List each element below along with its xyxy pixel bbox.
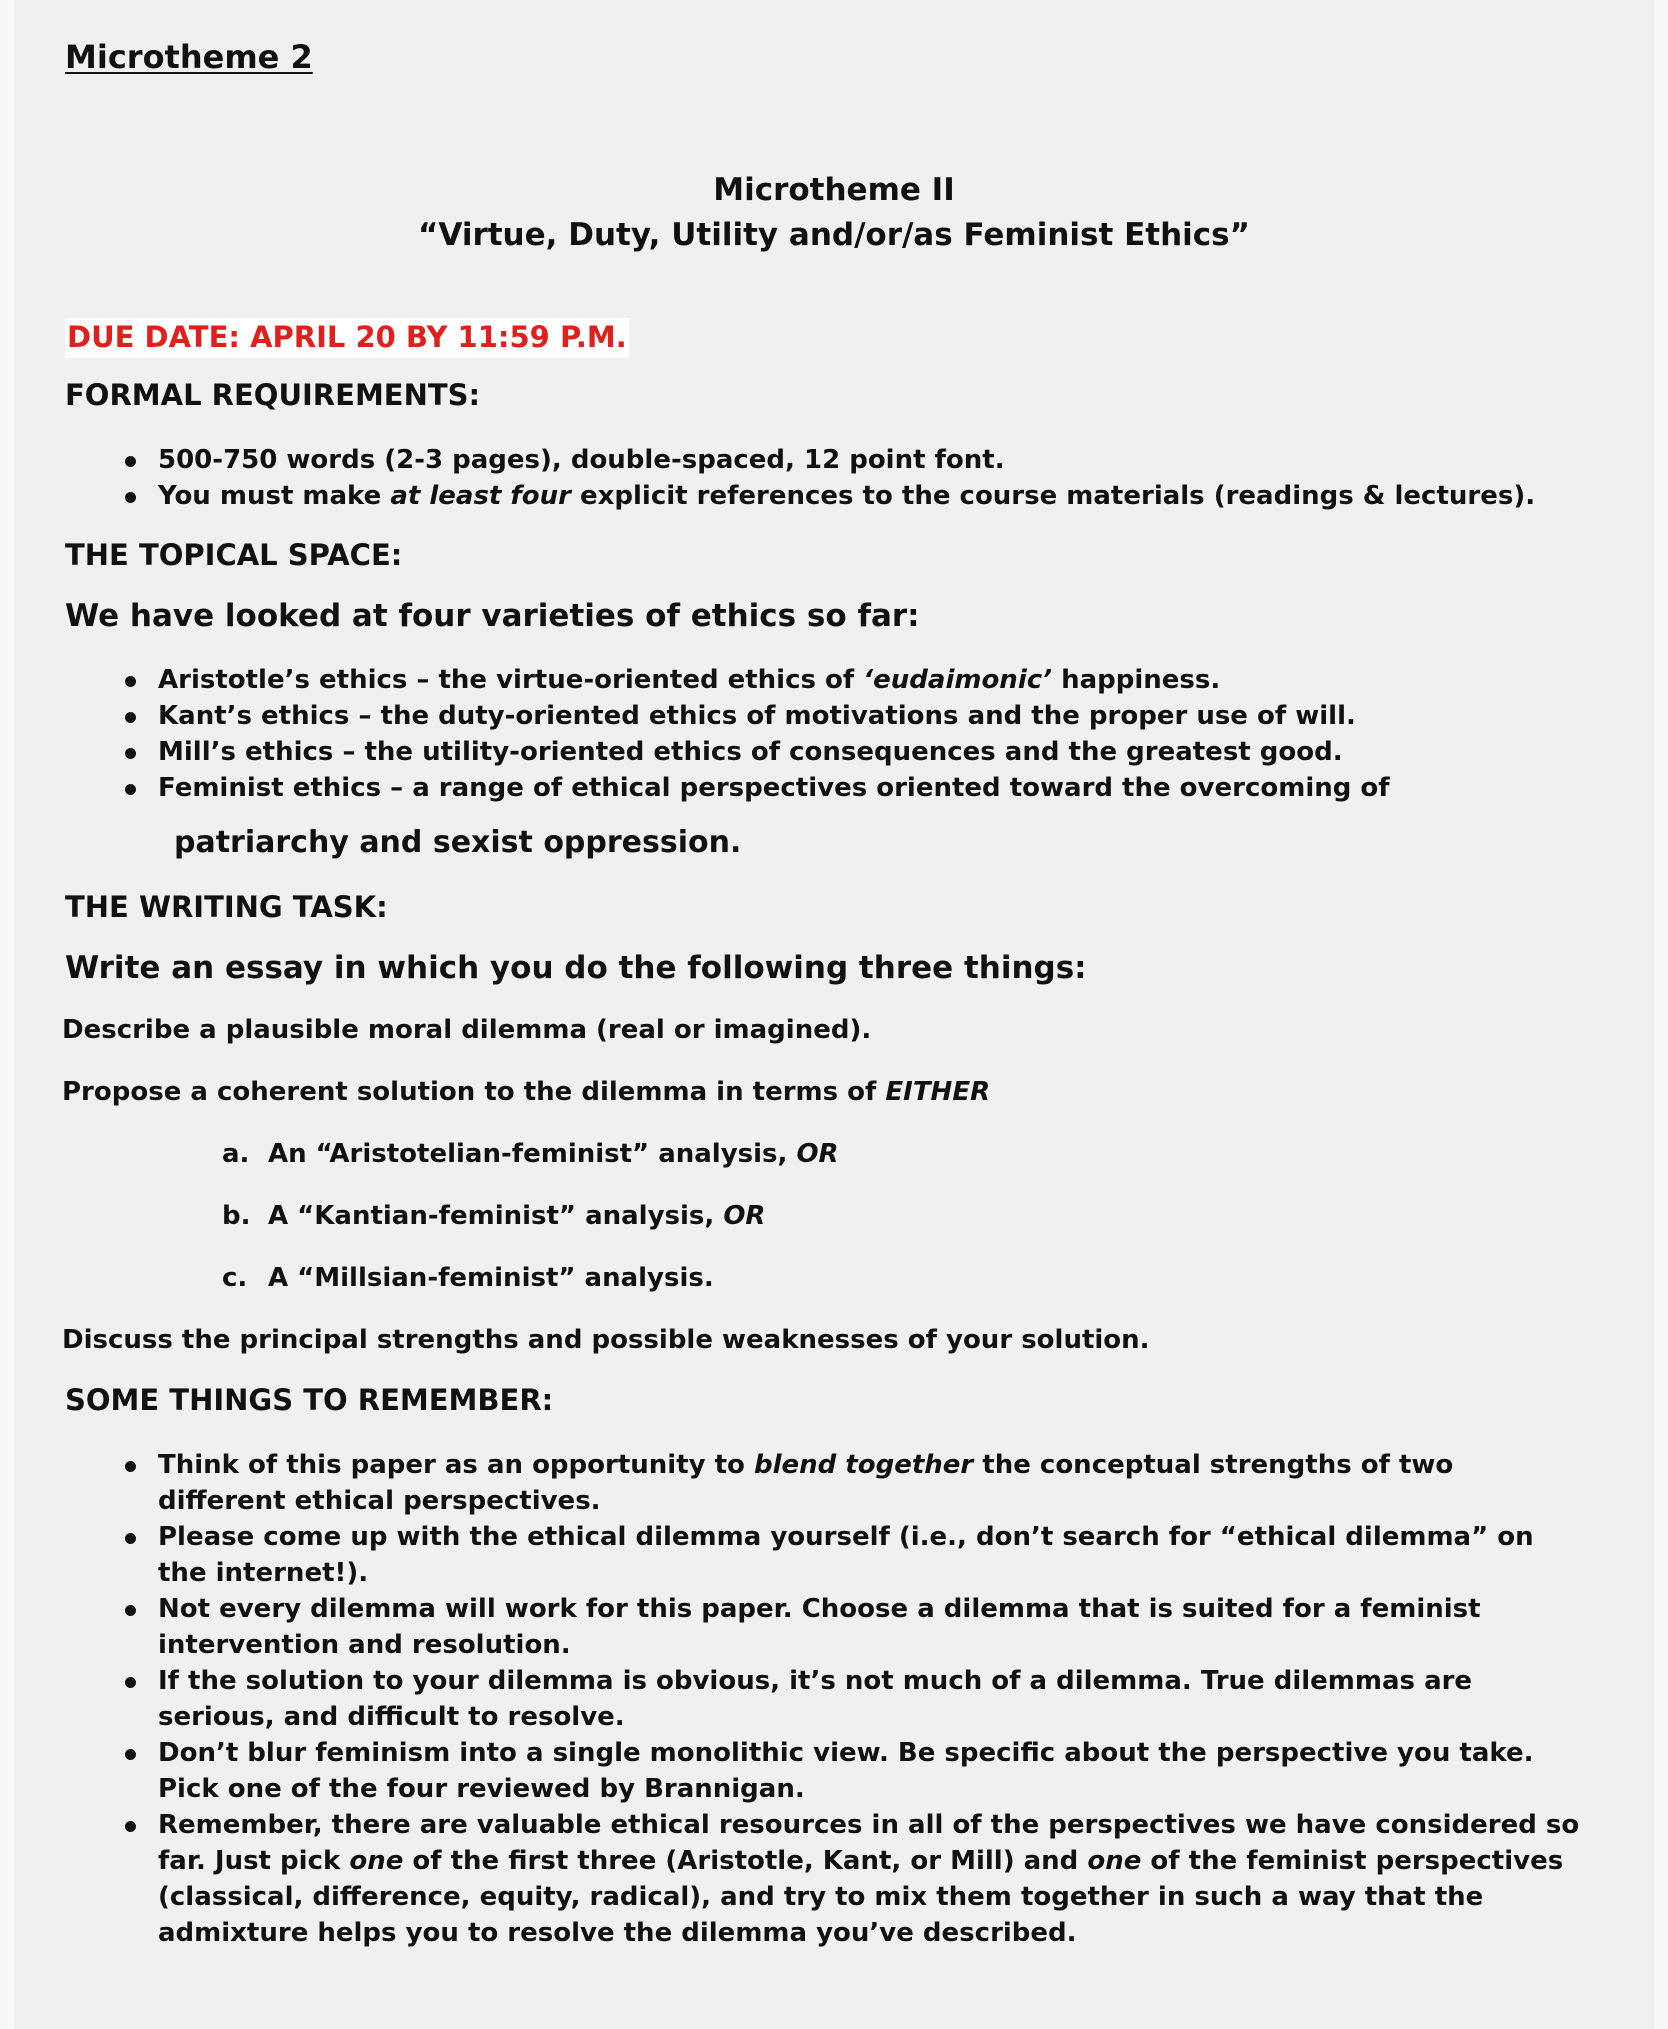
list-item: You must make at least four explicit references to the course materials (readings & lectures).: [114, 478, 1535, 514]
assignment-title: Microtheme II: [713, 172, 955, 208]
formal-requirements-list: [114, 442, 1535, 514]
ethics-list-continuation: patriarchy and sexist oppression.: [174, 825, 742, 860]
list-item: Mill’s ethics – the utility-oriented ethics of consequences and the greatest good.: [114, 734, 1390, 770]
formal-requirements-heading: FORMAL REQUIREMENTS:: [65, 378, 481, 412]
list-item: Think of this paper as an opportunity to blend together the conceptual strengths of two different ethical perspectives.: [114, 1447, 1588, 1519]
ethics-list: [114, 662, 1390, 806]
topical-lead: We have looked at four varieties of ethics so far:: [65, 598, 920, 634]
list-item: Not every dilemma will work for this paper. Choose a dilemma that is suited for a feminist intervention and resolution.: [114, 1591, 1588, 1663]
document-page: [14, 0, 1654, 2029]
remember-heading: SOME THINGS TO REMEMBER:: [65, 1383, 554, 1417]
task-describe: Describe a plausible moral dilemma (real or imagined).: [62, 1015, 872, 1045]
list-item: Feminist ethics – a range of ethical perspectives oriented toward the overcoming of: [114, 770, 1390, 806]
option-c: c. A “Millsian-feminist” analysis.: [222, 1263, 714, 1293]
task-discuss: Discuss the principal strengths and possible weaknesses of your solution.: [62, 1325, 1150, 1355]
list-item: Please come up with the ethical dilemma yourself (i.e., don’t search for “ethical dilemma” on the internet!).: [114, 1519, 1588, 1591]
topical-space-heading: THE TOPICAL SPACE:: [65, 538, 403, 572]
option-b: b. A “Kantian-feminist” analysis, OR: [222, 1201, 766, 1231]
list-item: 500-750 words (2-3 pages), double-spaced, 12 point font.: [114, 442, 1535, 478]
document-heading: Microtheme 2: [65, 38, 313, 76]
list-item: Remember, there are valuable ethical resources in all of the perspectives we have considered so far. Just pick one of the first three (Aristotle, Kant, or Mill) and one of the feminist perspectives (classical, difference, equity, radical), and try to mix them together in such a way that the admixture helps you to resolve the dilemma you’ve described.: [114, 1807, 1588, 1951]
writing-task-lead: Write an essay in which you do the following three things:: [65, 950, 1087, 986]
list-item: If the solution to your dilemma is obvious, it’s not much of a dilemma. True dilemmas are serious, and difficult to resolve.: [114, 1663, 1588, 1735]
assignment-subtitle: “Virtue, Duty, Utility and/or/as Feminist Ethics”: [418, 217, 1250, 253]
due-date: DUE DATE: APRIL 20 BY 11:59 P.M.: [65, 318, 629, 358]
option-a: a. An “Aristotelian-feminist” analysis, OR: [222, 1139, 839, 1169]
list-item: Aristotle’s ethics – the virtue-oriented ethics of ‘eudaimonic’ happiness.: [114, 662, 1390, 698]
list-item: Don’t blur feminism into a single monolithic view. Be specific about the perspective you take. Pick one of the four reviewed by Brannigan.: [114, 1735, 1588, 1807]
writing-task-heading: THE WRITING TASK:: [65, 890, 388, 924]
list-item: Kant’s ethics – the duty-oriented ethics of motivations and the proper use of will.: [114, 698, 1390, 734]
remember-list: [114, 1447, 1588, 1951]
task-propose: Propose a coherent solution to the dilemma in terms of EITHER: [62, 1077, 991, 1107]
